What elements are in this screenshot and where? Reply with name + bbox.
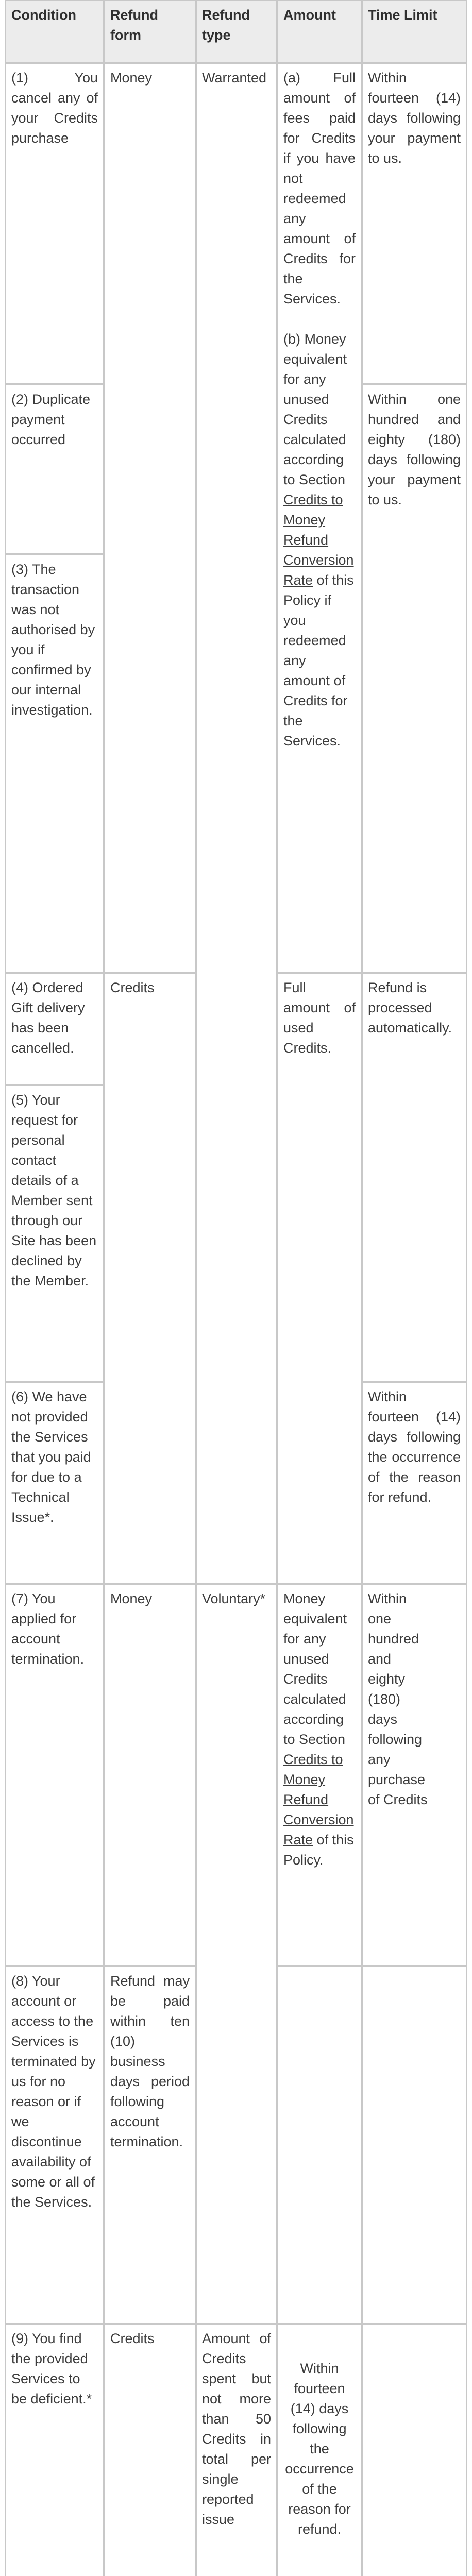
condition-row-5: (5) Your request for personal contact details of a Member sent through our Site has been declined by the Member. xyxy=(5,1085,104,1382)
time-limit-rows-9-10 xyxy=(362,2324,467,2576)
refund-form-money-a: Money xyxy=(104,63,196,973)
header-refund-form: Refund form xyxy=(104,0,196,63)
amount-row-7-tail: of this Policy. xyxy=(283,1832,354,1868)
amount-row-7 xyxy=(277,1584,362,1966)
condition-row-2: (2) Duplicate payment occurred xyxy=(5,384,104,554)
header-amount: Amount xyxy=(277,0,362,63)
amount-option-a: (a) Full amount of fees paid for Credits if you have not redeemed any amount of Credits for the Services. xyxy=(283,70,356,307)
amount-used-credits: Full amount of used Credits. xyxy=(277,973,362,1584)
amount-row-8 xyxy=(277,1966,362,2324)
refund-form-credits-a: Credits xyxy=(104,973,196,1584)
condition-row-3: (3) The transaction was not authorised by you if confirmed by our internal investigation. xyxy=(5,554,104,973)
refund-form-money-b-note: Refund may be paid within ten (10) business days period following account termination. xyxy=(104,1966,196,2324)
amount-row-9: Within fourteen (14) days following the occurrence of the reason for refund. xyxy=(277,2324,362,2576)
time-limit-rows-4-5: Refund is processed automatically. xyxy=(362,973,467,1382)
time-limit-row-8 xyxy=(362,1966,467,2324)
condition-row-4: (4) Ordered Gift delivery has been cancelled. xyxy=(5,973,104,1085)
condition-row-9: (9) You find the provided Services to be deficient.* xyxy=(5,2324,104,2576)
amount-row-7-text: Money equivalent for any unused Credits calculated according to Section xyxy=(283,1591,347,1747)
refund-type-voluntary: Voluntary* xyxy=(196,1584,277,2324)
condition-row-1: (1) You cancel any of your Credits purchase xyxy=(5,63,104,384)
conversion-rate-link-2[interactable]: Credits to Money Refund Conversion Rate xyxy=(283,1752,354,1848)
header-condition: Condition xyxy=(5,0,104,63)
amount-rows-1-3 xyxy=(277,63,362,973)
amount-option-b xyxy=(283,329,356,751)
refund-type-row-9: Amount of Credits spent but not more than 50 Credits in total per single reported issue xyxy=(196,2324,277,2576)
header-refund-type: Refund type xyxy=(196,0,277,63)
amount-option-b-text: (b) Money equivalent for any unused Credits calculated according to Section xyxy=(283,331,347,487)
refund-form-money-b: Money xyxy=(104,1584,196,1966)
time-limit-rows-2-3: Within one hundred and eighty (180) days following your payment to us. xyxy=(362,384,467,973)
time-limit-row-6: Within fourteen (14) days following the occurrence of the reason for refund. xyxy=(362,1382,467,1584)
time-limit-row-1: Within fourteen (14) days following your payment to us. xyxy=(362,63,467,384)
condition-row-6: (6) We have not provided the Services that you paid for due to a Technical Issue*. xyxy=(5,1382,104,1584)
amount-option-b-tail: of this Policy if you redeemed any amount of Credits for the Services. xyxy=(283,572,354,749)
condition-row-7: (7) You applied for account termination. xyxy=(5,1584,104,1966)
conversion-rate-link[interactable]: Credits to Money Refund Conversion Rate xyxy=(283,492,354,588)
refund-type-warranted: Warranted xyxy=(196,63,277,1584)
condition-row-8: (8) Your account or access to the Services is terminated by us for no reason or if we discontinue availability of some or all of the Services. xyxy=(5,1966,104,2324)
refund-form-credits-b: Credits xyxy=(104,2324,196,2576)
header-time-limit: Time Limit xyxy=(362,0,467,63)
time-limit-row-7: Within one hundred and eighty (180) days following any purchase of Credits xyxy=(362,1584,467,1966)
